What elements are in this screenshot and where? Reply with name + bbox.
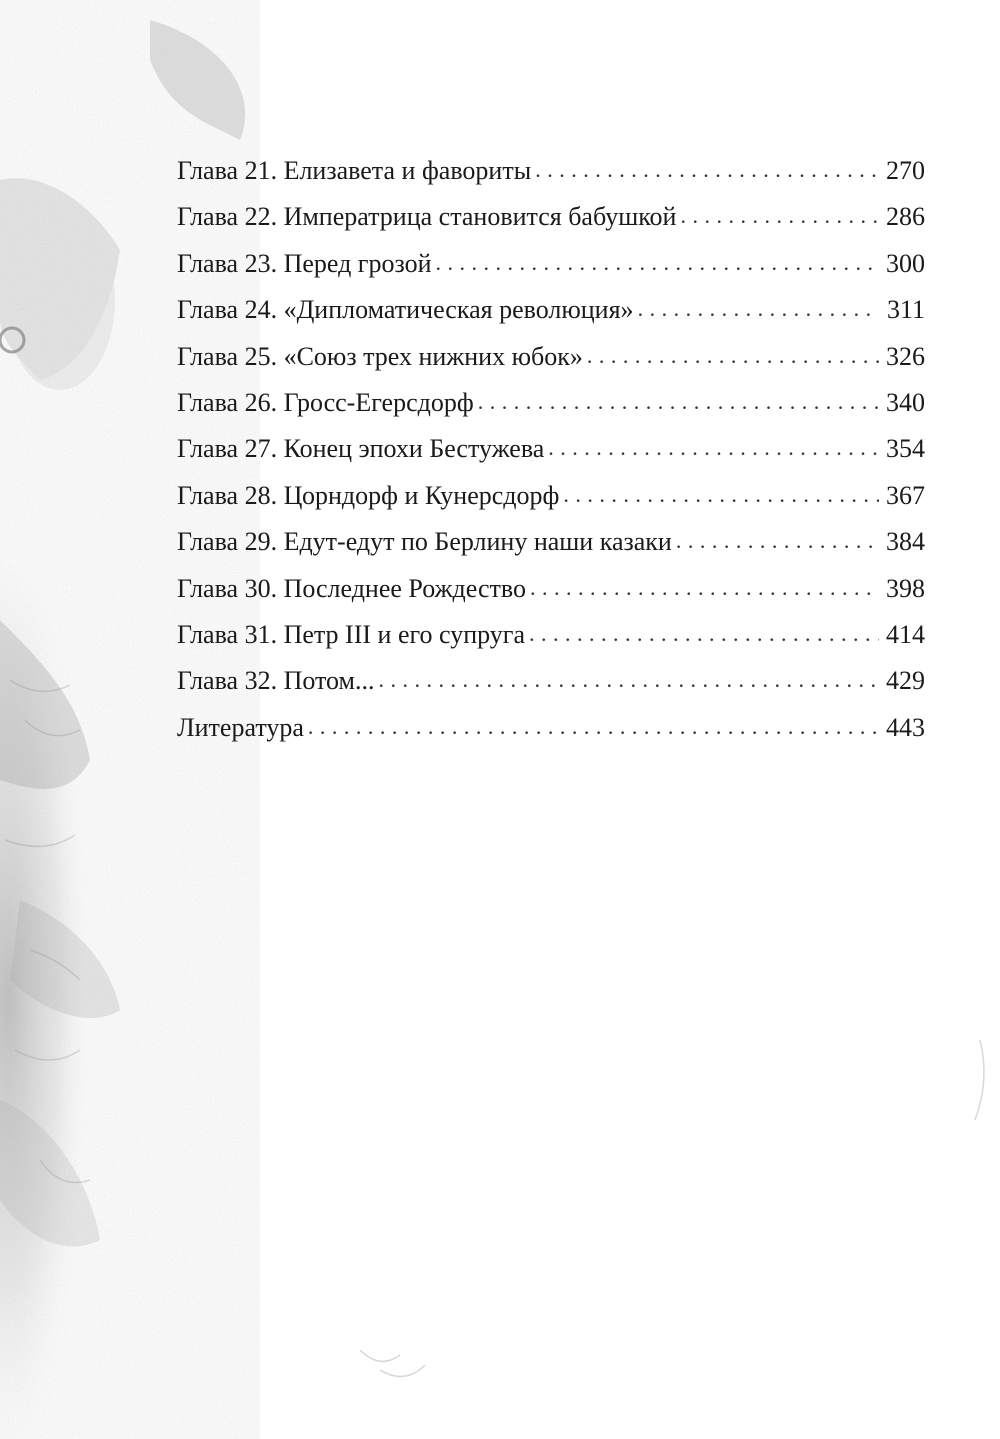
toc-entry-title: Глава 22. Императрица становится бабушкой [177, 202, 677, 232]
dot-leader [676, 518, 879, 564]
toc-entry-page: 429 [886, 666, 925, 696]
toc-entry-page: 286 [886, 202, 925, 232]
toc-entry-page: 414 [886, 619, 925, 649]
toc-entry-title: Литература [177, 712, 304, 742]
toc-entry-page: 270 [886, 156, 925, 185]
dot-leader [530, 565, 879, 611]
dot-leader [378, 657, 879, 703]
toc-entry [177, 705, 925, 751]
toc-entry [177, 148, 925, 194]
toc-entry-page: 326 [886, 341, 925, 371]
toc-entry [177, 287, 925, 333]
toc-entry [177, 658, 925, 704]
dot-leader [308, 704, 879, 750]
toc-entry-page: 340 [886, 387, 925, 417]
toc-entry-page: 311 [886, 295, 925, 325]
dot-leader [638, 286, 879, 332]
toc-entry [177, 380, 925, 426]
toc-entry [177, 566, 925, 612]
dot-leader [436, 240, 879, 286]
toc-entry [177, 519, 925, 565]
toc-entry [177, 426, 925, 472]
toc-entry-title: Глава 29. Едут-едут по Берлину наши казаки [177, 527, 672, 557]
toc-entry-title: Глава 31. Петр III и его супруга [177, 619, 525, 649]
dot-leader [529, 611, 879, 657]
dot-leader [535, 147, 879, 193]
table-of-contents [177, 148, 925, 751]
toc-entry [177, 334, 925, 380]
dot-leader [478, 379, 879, 425]
toc-entry-title: Глава 21. Елизавета и фавориты [177, 156, 532, 185]
toc-entry-title: Глава 32. Потом... [177, 666, 375, 696]
toc-entry-title: Глава 23. Перед грозой [177, 248, 432, 278]
toc-entry-title: Глава 24. «Дипломатическая революция» [177, 295, 634, 325]
toc-entry-title: Глава 26. Гросс-Егерсдорф [177, 387, 474, 417]
toc-entry-title: Глава 25. «Союз трех нижних юбок» [177, 341, 583, 371]
toc-entry [177, 194, 925, 240]
toc-entry-title: Глава 27. Конец эпохи Бестужева [177, 434, 545, 464]
toc-entry-page: 398 [886, 573, 925, 603]
toc-entry-page: 384 [886, 527, 925, 557]
dot-leader [587, 333, 879, 379]
dot-leader [548, 425, 879, 471]
dot-leader [680, 193, 879, 239]
toc-entry-title: Глава 28. Цорндорф и Кунерсдорф [177, 480, 560, 510]
toc-entry-page: 443 [886, 712, 925, 742]
toc-entry [177, 241, 925, 287]
toc-entry-title: Глава 30. Последнее Рождество [177, 573, 526, 603]
toc-entry-page: 354 [886, 434, 925, 464]
toc-entry [177, 473, 925, 519]
dot-leader [563, 472, 879, 518]
toc-entry-page: 367 [886, 480, 925, 510]
toc-entry-page: 300 [886, 248, 925, 278]
toc-entry [177, 612, 925, 658]
